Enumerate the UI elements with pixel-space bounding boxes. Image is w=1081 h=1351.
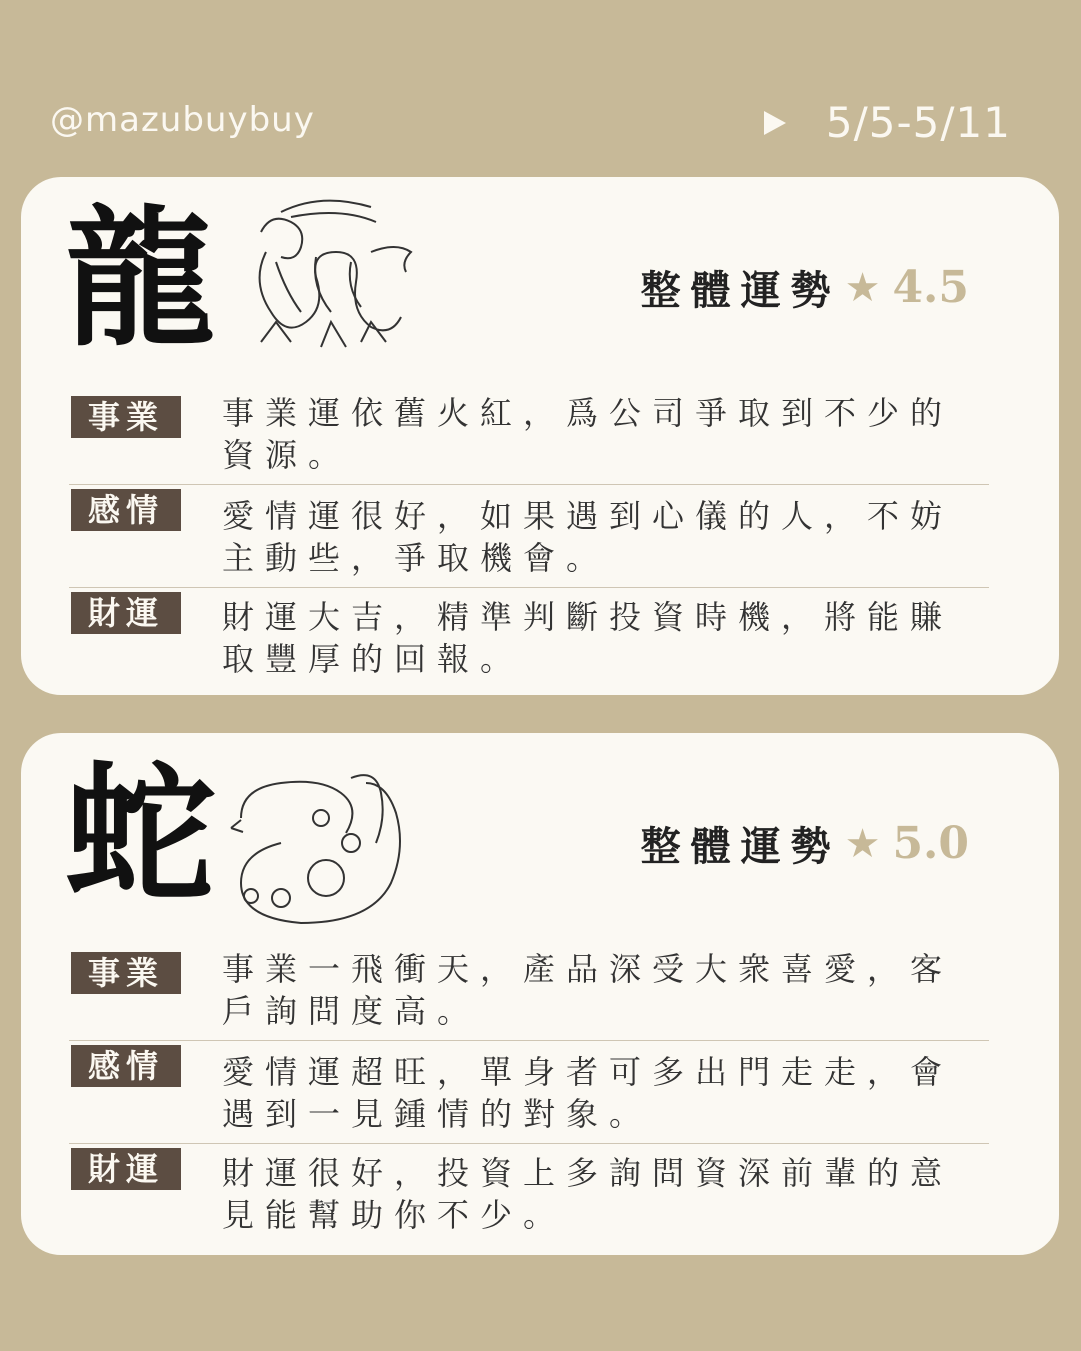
wealth-text: 財運大吉，精準判斷投資時機，將能賺取豐厚的回報。 xyxy=(222,598,954,678)
play-icon xyxy=(764,111,786,135)
dragon-card xyxy=(21,177,1059,695)
overall-label: 整體運勢 xyxy=(640,267,841,314)
tag-career: 事業 xyxy=(71,952,181,994)
career-text: 事業一飛衝天，產品深受大衆喜愛，客戶詢問度高。 xyxy=(222,950,954,1030)
fortune-rows xyxy=(69,392,989,680)
love-text: 愛情運很好，如果遇到心儀的人，不妨主動些，爭取機會。 xyxy=(222,497,954,577)
overall-score: 5.0 xyxy=(892,818,969,869)
star-icon: ★ xyxy=(844,820,881,867)
overall-fortune xyxy=(641,259,969,316)
snake-illustration-icon xyxy=(221,748,421,928)
handle: @mazubuybuy xyxy=(50,100,315,140)
overall-score: 4.5 xyxy=(892,262,969,313)
sign-character: 蛇 xyxy=(65,747,216,923)
fortune-row-wealth xyxy=(69,1143,989,1236)
love-text: 愛情運超旺，單身者可多出門走走，會遇到一見鍾情的對象。 xyxy=(222,1053,954,1133)
tag-wealth: 財運 xyxy=(71,592,181,634)
tag-love: 感情 xyxy=(71,489,181,531)
fortune-row-career xyxy=(69,948,989,1040)
fortune-row-love xyxy=(69,484,989,587)
star-icon: ★ xyxy=(844,264,881,311)
date-range: 5/5-5/11 xyxy=(825,98,1011,147)
tag-career: 事業 xyxy=(71,396,181,438)
fortune-row-career xyxy=(69,392,989,484)
tag-wealth: 財運 xyxy=(71,1148,181,1190)
overall-fortune xyxy=(641,815,969,872)
career-text: 事業運依舊火紅，爲公司爭取到不少的資源。 xyxy=(222,394,954,474)
overall-label: 整體運勢 xyxy=(640,823,841,870)
fortune-row-love xyxy=(69,1040,989,1143)
sign-character: 龍 xyxy=(65,191,216,367)
tag-love: 感情 xyxy=(71,1045,181,1087)
date-header xyxy=(764,98,1011,147)
fortune-rows xyxy=(69,948,989,1236)
wealth-text: 財運很好，投資上多詢問資深前輩的意見能幫助你不少。 xyxy=(222,1154,954,1234)
dragon-illustration-icon xyxy=(221,192,421,372)
fortune-row-wealth xyxy=(69,587,989,680)
snake-card xyxy=(21,733,1059,1255)
